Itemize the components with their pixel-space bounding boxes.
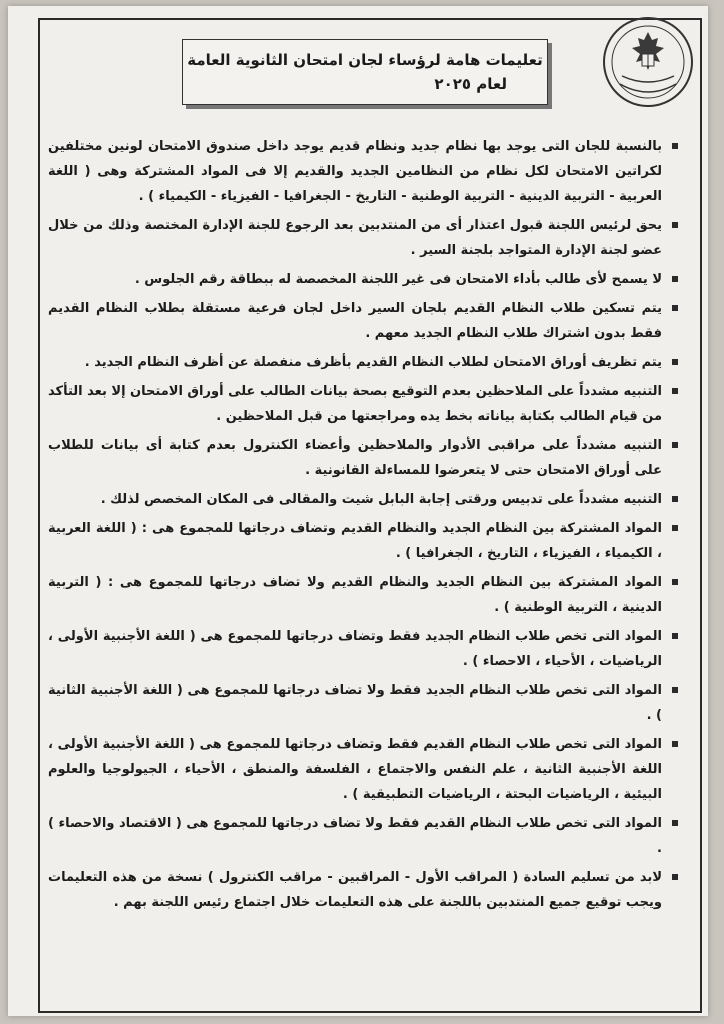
list-item [48, 379, 680, 429]
list-item [48, 296, 680, 346]
title-box [182, 39, 548, 105]
bullet-icon [672, 276, 678, 282]
instructions-list [48, 134, 680, 919]
bullet-icon [672, 820, 678, 826]
list-item [48, 732, 680, 807]
instruction-text: المواد المشتركة بين النظام الجديد والنظام القديم ولا تضاف درجاتها للمجموع هى : ( التربية الدينية ، التربية الوطنية ) . [48, 575, 662, 615]
bullet-icon [672, 143, 678, 149]
instruction-text: بالنسبة للجان التى يوجد بها نظام جديد ونظام قديم يوجد داخل صندوق الامتحان لونين مختلفين لكراتين الامتحان لكل نظام من النظامين الجديد والقديم إلا فى المواد المشتركة وهى ( اللغة العربية - التربية الدينية - التربية الوطنية - التاريخ - الجغرافيا - الفيزياء - الكيمياء ) . [48, 139, 662, 204]
list-item [48, 213, 680, 263]
page-title: تعليمات هامة لرؤساء لجان امتحان الثانوية العامة [187, 51, 543, 69]
list-item [48, 516, 680, 566]
instruction-text: يحق لرئيس اللجنة قبول اعتذار أى من المنتدبين بعد الرجوع للجنة الإدارة المختصة وذلك من خلال عضو لجنة الإدارة المتواجد بلجنة السير . [48, 218, 662, 258]
bullet-icon [672, 359, 678, 365]
document-page [8, 6, 708, 1016]
bullet-icon [672, 222, 678, 228]
instruction-text: التنبيه مشدداً على الملاحظين بعدم التوقيع بصحة بيانات الطالب على أوراق الامتحان إلا بعد التأكد من قيام الطالب بكتابة بياناته بخط يده ومراجعتها من قبل الملاحظين . [48, 384, 662, 424]
bullet-icon [672, 874, 678, 880]
instruction-text: المواد المشتركة بين النظام الجديد والنظام القديم وتضاف درجاتها للمجموع هى : ( اللغة العربية ، الكيمياء ، الفيزياء ، التاريخ ، الجغرافيا ) . [48, 521, 662, 561]
list-item [48, 811, 680, 861]
list-item [48, 678, 680, 728]
instruction-text: يتم تسكين طلاب النظام القديم بلجان السير داخل لجان فرعية مستقلة بطلاب النظام القديم فقط بدون اشتراك طلاب النظام الجديد معهم . [48, 301, 662, 341]
list-item [48, 433, 680, 483]
instruction-text: يتم تظريف أوراق الامتحان لطلاب النظام القديم بأظرف منفصلة عن أظرف النظام الجديد . [84, 355, 662, 370]
page-subtitle-year: لعام ٢٠٢٥ [434, 75, 507, 93]
instruction-text: المواد التى تخص طلاب النظام الجديد فقط ولا تضاف درجاتها للمجموع هى ( اللغة الأجنبية الثانية ) . [48, 683, 662, 723]
instruction-text: التنبيه مشدداً على مراقبى الأدوار والملاحظين وأعضاء الكنترول بعدم كتابة أى بيانات للطلاب على أوراق الامتحان حتى لا يتعرضوا للمساءلة القانونية . [48, 438, 662, 478]
instruction-text: المواد التى تخص طلاب النظام الجديد فقط وتضاف درجاتها للمجموع هى ( اللغة الأجنبية الأولى ، الرياضيات ، الأحياء ، الاحصاء ) . [48, 629, 662, 669]
bullet-icon [672, 496, 678, 502]
eagle-emblem-icon [600, 14, 696, 110]
bullet-icon [672, 442, 678, 448]
bullet-icon [672, 687, 678, 693]
instruction-text: المواد التى تخص طلاب النظام القديم فقط ولا تضاف درجاتها للمجموع هى ( الاقتصاد والاحصاء ) . [48, 816, 662, 856]
instruction-text: المواد التى تخص طلاب النظام القديم فقط وتضاف درجاتها للمجموع هى ( اللغة الأجنبية الأولى ، اللغة الأجنبية الثانية ، علم النفس والاجتماع ، الفلسفة والمنطق ، الأحياء ، الجيولوجيا والعلوم البيئية ، الرياضيات البحتة ، الرياضيات التطبيقية ) . [48, 737, 662, 802]
list-item [48, 487, 680, 512]
list-item [48, 134, 680, 209]
instruction-text: التنبيه مشدداً على تدبيس ورقتى إجابة البابل شيت والمقالى فى المكان المخصص لذلك . [100, 492, 662, 507]
list-item [48, 865, 680, 915]
bullet-icon [672, 741, 678, 747]
bullet-icon [672, 305, 678, 311]
bullet-icon [672, 633, 678, 639]
bullet-icon [672, 388, 678, 394]
list-item [48, 350, 680, 375]
bullet-icon [672, 525, 678, 531]
instruction-text: لابد من تسليم السادة ( المراقب الأول - المراقبين - مراقب الكنترول ) نسخة من هذه التعليمات ويجب توقيع جميع المنتدبين باللجنة على هذه التعليمات خلال اجتماع رئيس اللجنة بهم . [48, 870, 662, 910]
list-item [48, 570, 680, 620]
instruction-text: لا يسمح لأى طالب بأداء الامتحان فى غير اللجنة المخصصة له ببطاقة رقم الجلوس . [134, 272, 662, 287]
bullet-icon [672, 579, 678, 585]
list-item [48, 267, 680, 292]
list-item [48, 624, 680, 674]
